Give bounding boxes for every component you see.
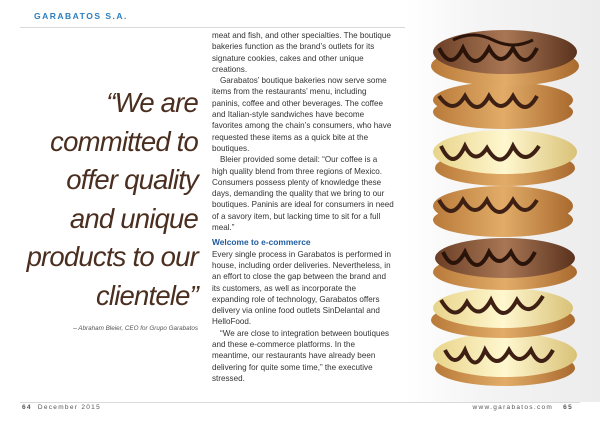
issue-date: December 2015	[37, 404, 101, 411]
brand-name: GARABATOS S.A.	[34, 11, 128, 21]
header-rule	[20, 27, 410, 28]
folio-left	[22, 404, 101, 411]
footer-rule	[20, 402, 580, 403]
quote-attribution: – Abraham Bleier, CEO for Grupo Garabatos	[73, 325, 198, 332]
cookie-stack-photo	[405, 0, 600, 402]
article-paragraph: meat and fish, and other specialties. The boutique bakeries function as the brand’s outlets for its signature cookies, cakes and other unique creations.	[212, 31, 391, 74]
cookie-stack-icon	[405, 0, 600, 402]
article-body	[212, 30, 394, 384]
folio-right	[473, 404, 573, 411]
pull-quote: “We are committed to offer quality and unique products to our clientele”	[26, 87, 198, 311]
article-subheading: Welcome to e-commerce	[212, 237, 311, 248]
article-paragraph: Every single process in Garabatos is performed in house, including order deliveries. Nevertheless, in an effort to close the gap between the brand and its customers, as well as incorporate the expanding role of technology, Garabatos offers delivery via online food outlets SinDelantal and HelloFood.	[212, 249, 392, 327]
article-paragraph: Bleier provided some detail: “Our coffee is a high quality blend from three regions of Mexico. Consumers possess plenty of knowledge these days, demanding the quality that we bring to our boutiques. Paninis are ideal for consumers in need of a savory item, but lacking time to sit for a full meal.”	[212, 155, 394, 233]
article-paragraph: “We are close to integration between boutiques and these e-commerce platforms. In the meantime, our restaurants have already been delivering for quite some time,” the executive stressed.	[212, 328, 390, 383]
page-number-left: 64	[22, 404, 32, 411]
article-paragraph: Garabatos’ boutique bakeries now serve some items from the restaurants’ menu, including paninis, coffee and other beverages. The coffee and Italian-style sandwiches have become favorites among the chain’s consumers, who have requested these items as a quick bite at the boutiques.	[212, 76, 392, 153]
page-number-right: 65	[563, 404, 573, 411]
website-url: www.garabatos.com	[472, 404, 554, 411]
